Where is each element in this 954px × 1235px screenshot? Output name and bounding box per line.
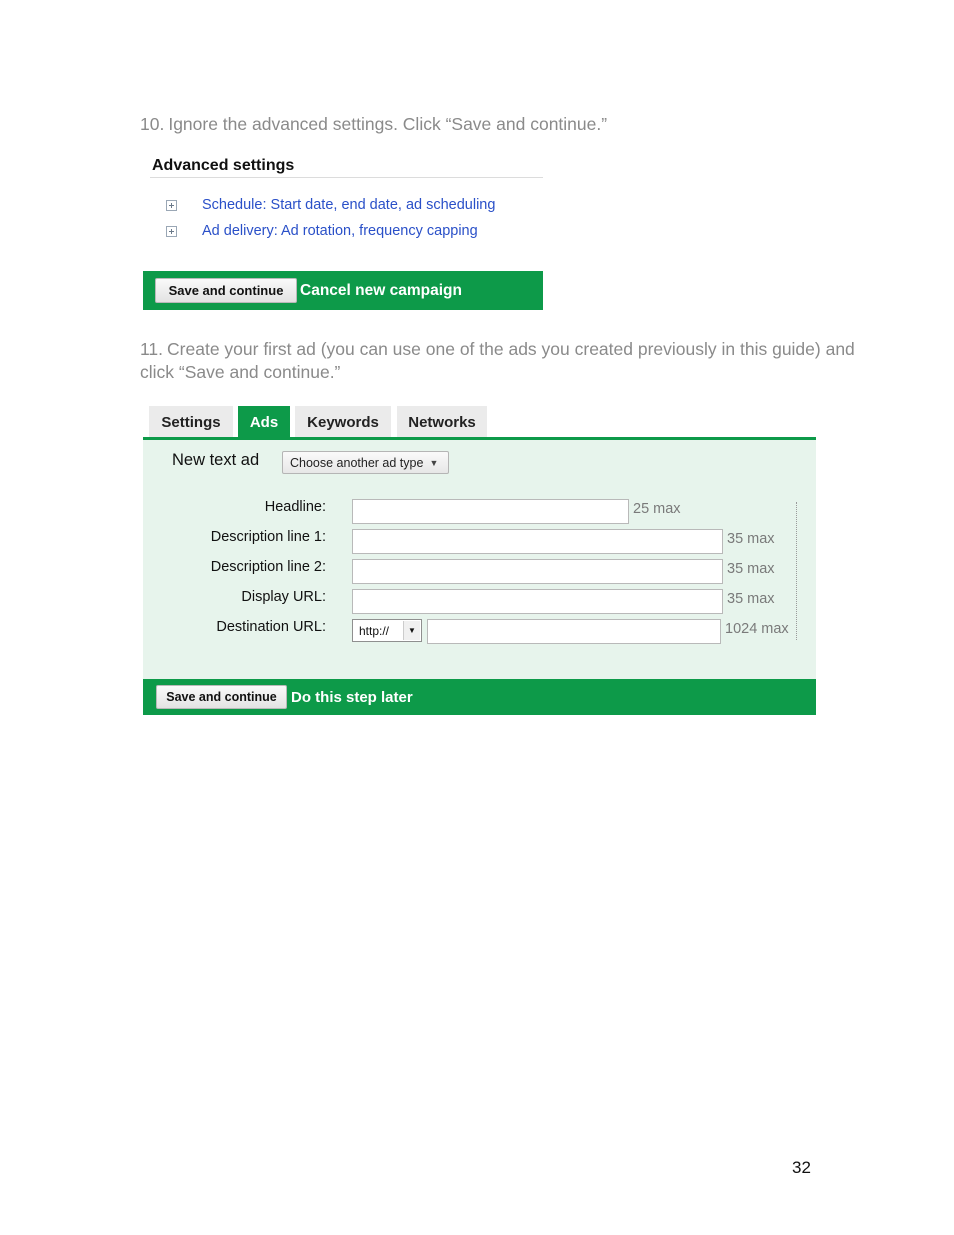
dropdown-arrow-icon: ▼: [429, 457, 439, 468]
save-and-continue-button[interactable]: Save and continue: [156, 685, 287, 709]
description-line-1-max: 35 max: [727, 531, 775, 547]
tab-networks[interactable]: Networks: [397, 406, 487, 438]
schedule-settings-link[interactable]: Schedule: Start date, end date, ad scheduling: [202, 197, 496, 213]
description-line-2-input[interactable]: [352, 559, 723, 584]
description-line-2-max: 35 max: [727, 561, 775, 577]
tab-settings[interactable]: Settings: [149, 406, 233, 438]
expand-plus-icon[interactable]: [166, 200, 177, 211]
expand-plus-icon[interactable]: [166, 226, 177, 237]
destination-url-label: Destination URL:: [216, 619, 326, 635]
description-line-1-label: Description line 1:: [210, 529, 326, 545]
advanced-settings-divider: [150, 177, 543, 178]
tab-keywords[interactable]: Keywords: [295, 406, 391, 438]
advanced-settings-title: Advanced settings: [152, 157, 295, 174]
step-10-instruction: 10. Ignore the advanced settings. Click “Save and continue.”: [140, 114, 608, 134]
ad-type-dropdown[interactable]: [282, 451, 449, 474]
new-text-ad-heading: New text ad: [172, 451, 260, 469]
description-line-2-label: Description line 2:: [210, 559, 326, 575]
display-url-input[interactable]: [352, 589, 723, 614]
ad-action-bar: [143, 679, 816, 715]
step-11-instruction: 11. Create your first ad (you can use one of the ads you created previously in this guide) and click “Save and continue.”: [140, 339, 855, 382]
destination-url-input[interactable]: [427, 619, 721, 644]
destination-url-max: 1024 max: [725, 621, 789, 637]
cancel-new-campaign-link[interactable]: Cancel new campaign: [300, 281, 462, 299]
headline-max: 25 max: [633, 501, 681, 517]
headline-input[interactable]: [352, 499, 629, 524]
protocol-dropdown[interactable]: [352, 619, 422, 642]
display-url-max: 35 max: [727, 591, 775, 607]
dropdown-arrow-icon[interactable]: ▼: [403, 621, 420, 640]
tab-ads[interactable]: Ads: [238, 406, 290, 438]
ad-delivery-settings-link[interactable]: Ad delivery: Ad rotation, frequency capping: [202, 223, 478, 239]
ad-delivery-settings-row[interactable]: [166, 221, 478, 241]
description-line-1-input[interactable]: [352, 529, 723, 554]
dotted-divider: [796, 502, 797, 640]
display-url-label: Display URL:: [241, 589, 326, 605]
schedule-settings-row[interactable]: [166, 195, 495, 215]
protocol-dropdown-label: http://: [359, 623, 390, 638]
ad-type-dropdown-label: Choose another ad type: [290, 455, 424, 470]
headline-label: Headline:: [264, 499, 326, 515]
do-this-step-later-link[interactable]: Do this step later: [291, 688, 413, 706]
save-and-continue-button[interactable]: Save and continue: [155, 278, 297, 303]
campaign-action-bar: [143, 271, 543, 310]
page-number: 32: [792, 1158, 811, 1177]
